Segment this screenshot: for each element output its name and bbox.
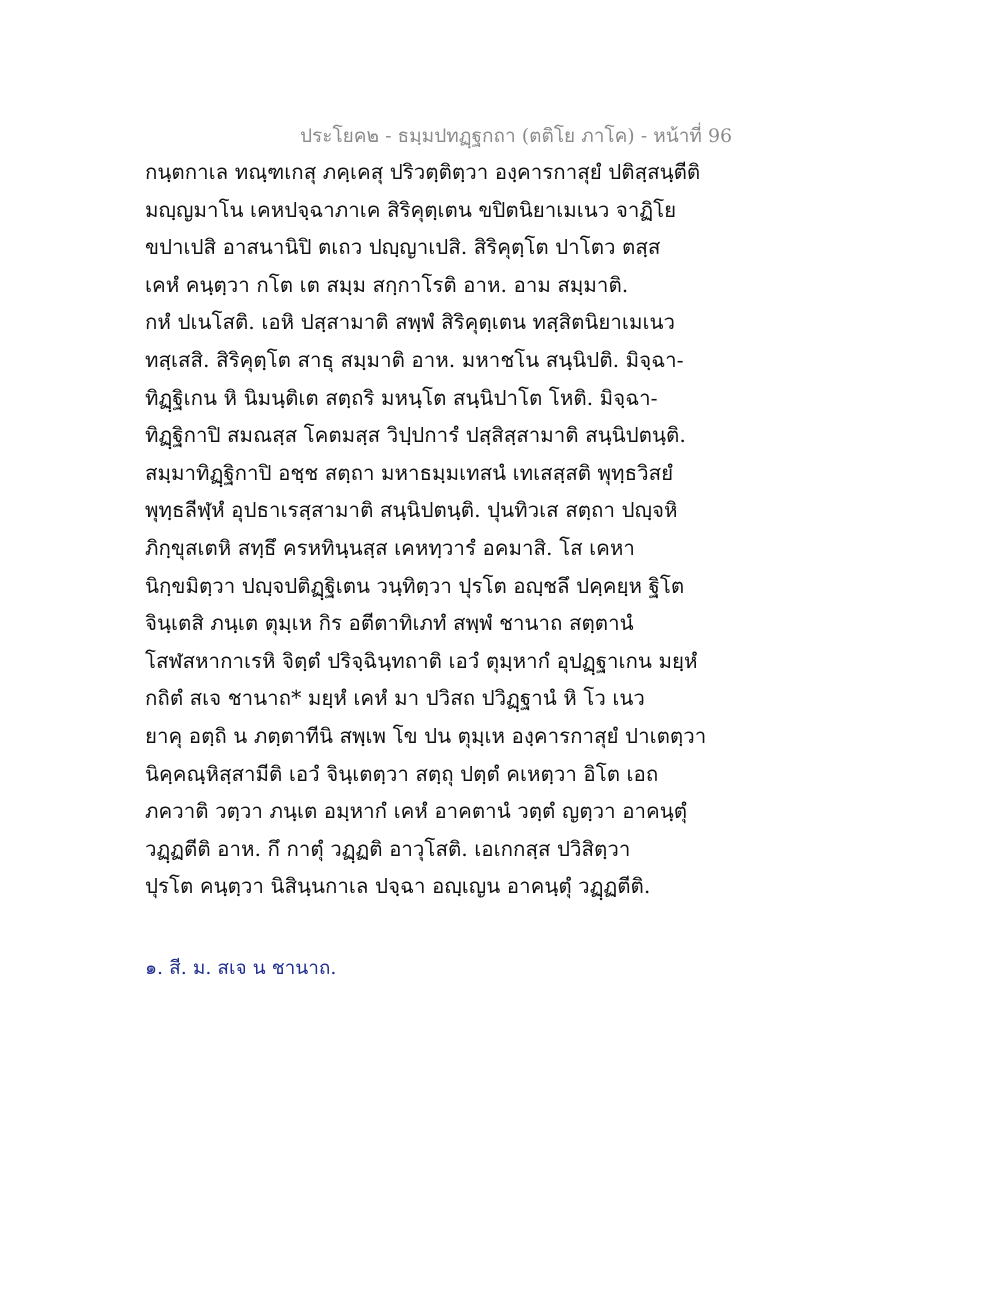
text-line: ทิฏฺฐิเกน หิ นิมนฺติเต สตฺถริ มหนฺโต สนฺนิปาโต โหติ. มิจฺฉา- <box>145 385 658 410</box>
text-line: จินฺเตสิ ภนฺเต ตุมฺเห กิร อตีตาทิเภทํ สพฺพํ ชานาถ สตฺตานํ <box>145 611 634 636</box>
text-line: พุทฺธลีฬฺหํ อุปธาเรสฺสามาติ สนฺนิปตนฺติ. ปุนทิวเส สตฺถา ปญฺจหิ <box>145 498 678 523</box>
text-line: ภควาติ วตฺวา ภนฺเต อมฺหากํ เคหํ อาคตานํ วตฺตํ ญตฺวา อาคนฺตุํ <box>145 799 688 824</box>
text-line: ทิฏฺฐิกาปิ สมณสฺส โคตมสฺส วิปฺปการํ ปสฺสิสฺสามาติ สนฺนิปตนฺติ. <box>145 423 686 448</box>
text-line: โสฬสหากาเรหิ จิตฺตํ ปริจฺฉินฺทถาติ เอวํ ตุมฺหากํ อุปฏฺฐาเกน มยฺหํ <box>145 648 698 673</box>
text-line: ขปาเปสิ อาสนานิปิ ตเถว ปญฺญาเปสิ. สิริคุตฺโต ปาโตว ตสฺส <box>145 235 661 260</box>
text-line: นิคฺคณฺหิสฺสามีติ เอวํ จินฺเตตฺวา สตฺถุ ปตฺตํ คเหตฺวา อิโต เอถ <box>145 761 659 786</box>
body-text <box>145 154 865 906</box>
text-line: กหํ ปเนโสติ. เอหิ ปสฺสามาติ สพฺพํ สิริคุตฺเตน ทสฺสิตนิยาเมเนว <box>145 310 675 335</box>
footnote: ๑. สี. ม. สเจ น ชานาถ. <box>145 957 337 979</box>
text-line: วฏฺฏตีติ อาห. กึ กาตุํ วฏฺฏติ อาวุโสติ. เอเกกสฺส ปวิสิตฺวา <box>145 836 631 861</box>
running-header: ประโยค๒ - ธมฺมปทฏฺฐกถา (ตติโย ภาโค) - หน้าที่ 96 <box>300 125 733 147</box>
text-line: ปุรโต คนฺตฺวา นิสินฺนกาเล ปจฺฉา อญฺเญน อาคนฺตุํ วฏฺฏตีติ. <box>145 874 651 899</box>
text-line: สมฺมาทิฏฺฐิกาปิ อชฺช สตฺถา มหาธมฺมเทสนํ เทเสสฺสติ พุทฺธวิสยํ <box>145 460 674 485</box>
text-line: ทสฺเสสิ. สิริคุตฺโต สาธุ สมฺมาติ อาห. มหาชโน สนฺนิปติ. มิจฺฉา- <box>145 347 684 372</box>
text-line: มญฺญมาโน เคหปจฺฉาภาเค สิริคุตฺเตน ขปิตนิยาเมเนว จาฏิโย <box>145 197 677 222</box>
text-line: ยาคุ อตฺถิ น ภตฺตาทีนิ สพฺเพ โข ปน ตุมฺเห องฺคารกาสุยํ ปาเตตฺวา <box>145 723 707 748</box>
text-line: นิกฺขมิตฺวา ปญฺจปติฏฺฐิเตน วนฺทิตฺวา ปุรโต อญฺชลึ ปคฺคยฺห ฐิโต <box>145 573 685 598</box>
text-line: กถิตํ สเจ ชานาถ* มยฺหํ เคหํ มา ปวิสถ ปวิฏฺฐานํ หิ โว เนว <box>145 686 645 711</box>
text-line: ภิกฺขุสเตหิ สทฺธึ ครหทินฺนสฺส เคหทฺวารํ อคมาสิ. โส เคหา <box>145 535 635 560</box>
text-line: กนฺตกาเล ทณฺฑเกสุ ภคฺเคสุ ปริวตฺติตฺวา องฺคารกาสุยํ ปติสฺสนฺตีติ <box>145 160 701 184</box>
text-line: เคหํ คนฺตฺวา กโต เต สมฺม สกฺกาโรติ อาห. อาม สมฺมาติ. <box>145 272 629 297</box>
